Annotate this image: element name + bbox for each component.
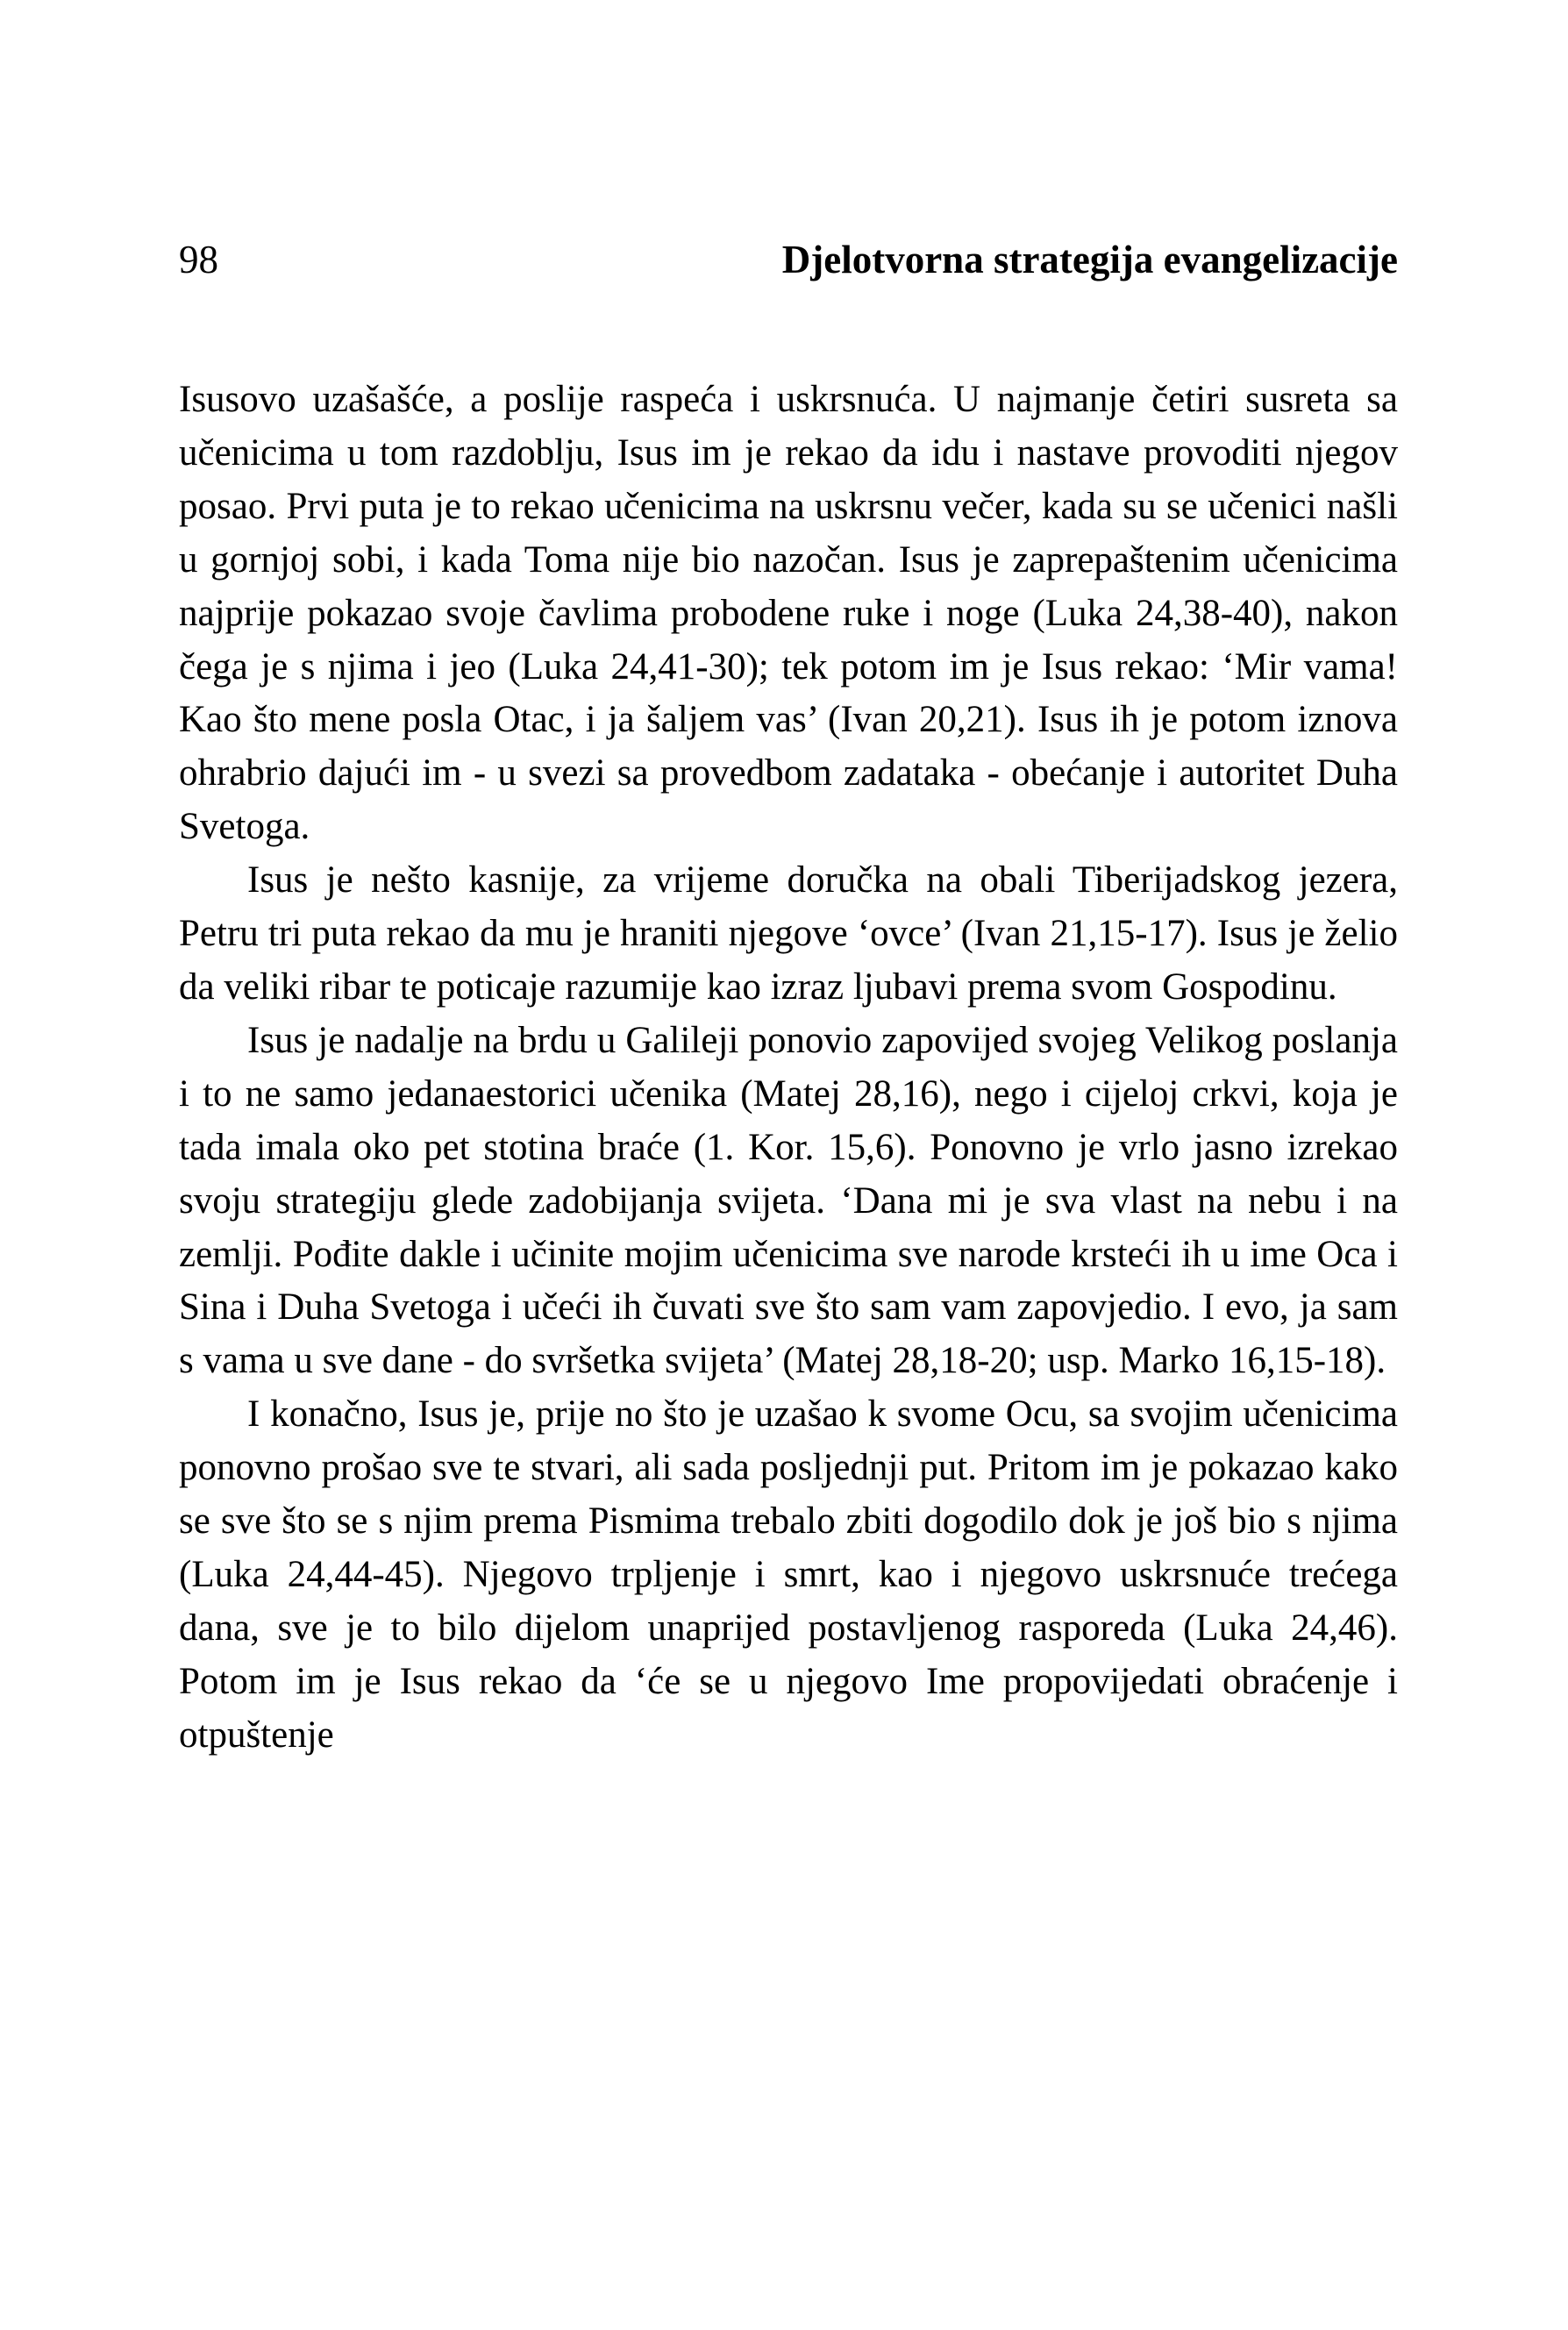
body-text	[179, 374, 1398, 1763]
running-head	[179, 237, 1398, 289]
paragraph-4: I konačno, Isus je, prije no što je uzašao k svome Ocu, sa svojim učenicima ponovno prošao sve te stvari, ali sada posljednji put. Pritom im je pokazao kako se sve što se s njim prema Pismima trebalo zbiti dogodilo dok je još bio s njima (Luka 24,44-45). Njegovo trpljenje i smrt, kao i njegovo uskrsnuće trećega dana, sve je to bilo dijelom unaprijed postavljenog rasporeda (Luka 24,46). Potom im je Isus rekao da ‘će se u njegovo Ime propovijedati obraćenje i otpuštenje	[179, 1393, 1398, 1756]
book-page	[179, 237, 1398, 1763]
paragraph-1: Isusovo uzašašće, a poslije raspeća i uskrsnuća. U najmanje četiri susreta sa učenicima u tom razdoblju, Isus im je rekao da idu i nastave provoditi njegov posao. Prvi puta je to rekao učenicima na uskrsnu večer, kada su se učenici našli u gornjoj sobi, i kada Toma nije bio nazočan. Isus je zaprepaštenim učenicima najprije pokazao svoje čavlima probodene ruke i noge (Luka 24,38-40), nakon čega je s njima i jeo (Luka 24,41-30); tek potom im je Isus rekao: ‘Mir vama! Kao što mene posla Otac, i ja šaljem vas’ (Ivan 20,21). Isus ih je potom iznova ohrabrio dajući im - u svezi sa provedbom zadataka - obećanje i autoritet Duha Svetoga.	[179, 379, 1398, 848]
paragraph-3: Isus je nadalje na brdu u Galileji ponovio zapovijed svojeg Velikog poslanja i to ne samo jedanaestorici učenika (Matej 28,16), nego i cijeloj crkvi, koja je tada imala oko pet stotina braće (1. Kor. 15,6). Ponovno je vrlo jasno izrekao svoju strategiju glede zadobijanja svijeta. ‘Dana mi je sva vlast na nebu i na zemlji. Pođite dakle i učinite mojim učenicima sve narode krsteći ih u ime Oca i Sina i Duha Svetoga i učeći ih čuvati sve što sam vam zapovjedio. I evo, ja sam s vama u sve dane - do svršetka svijeta’ (Matej 28,18-20; usp. Marko 16,15-18).	[179, 1019, 1398, 1382]
running-title: Djelotvorna strategija evangelizacije	[781, 238, 1398, 281]
page-number: 98	[179, 238, 218, 281]
paragraph-2: Isus je nešto kasnije, za vrijeme doručka na obali Tiberijadskog jezera, Petru tri puta rekao da mu je hraniti njegove ‘ovce’ (Ivan 21,15-17). Isus je želio da veliki ribar te poticaje razumije kao izraz ljubavi prema svom Gospodinu.	[179, 859, 1398, 1008]
